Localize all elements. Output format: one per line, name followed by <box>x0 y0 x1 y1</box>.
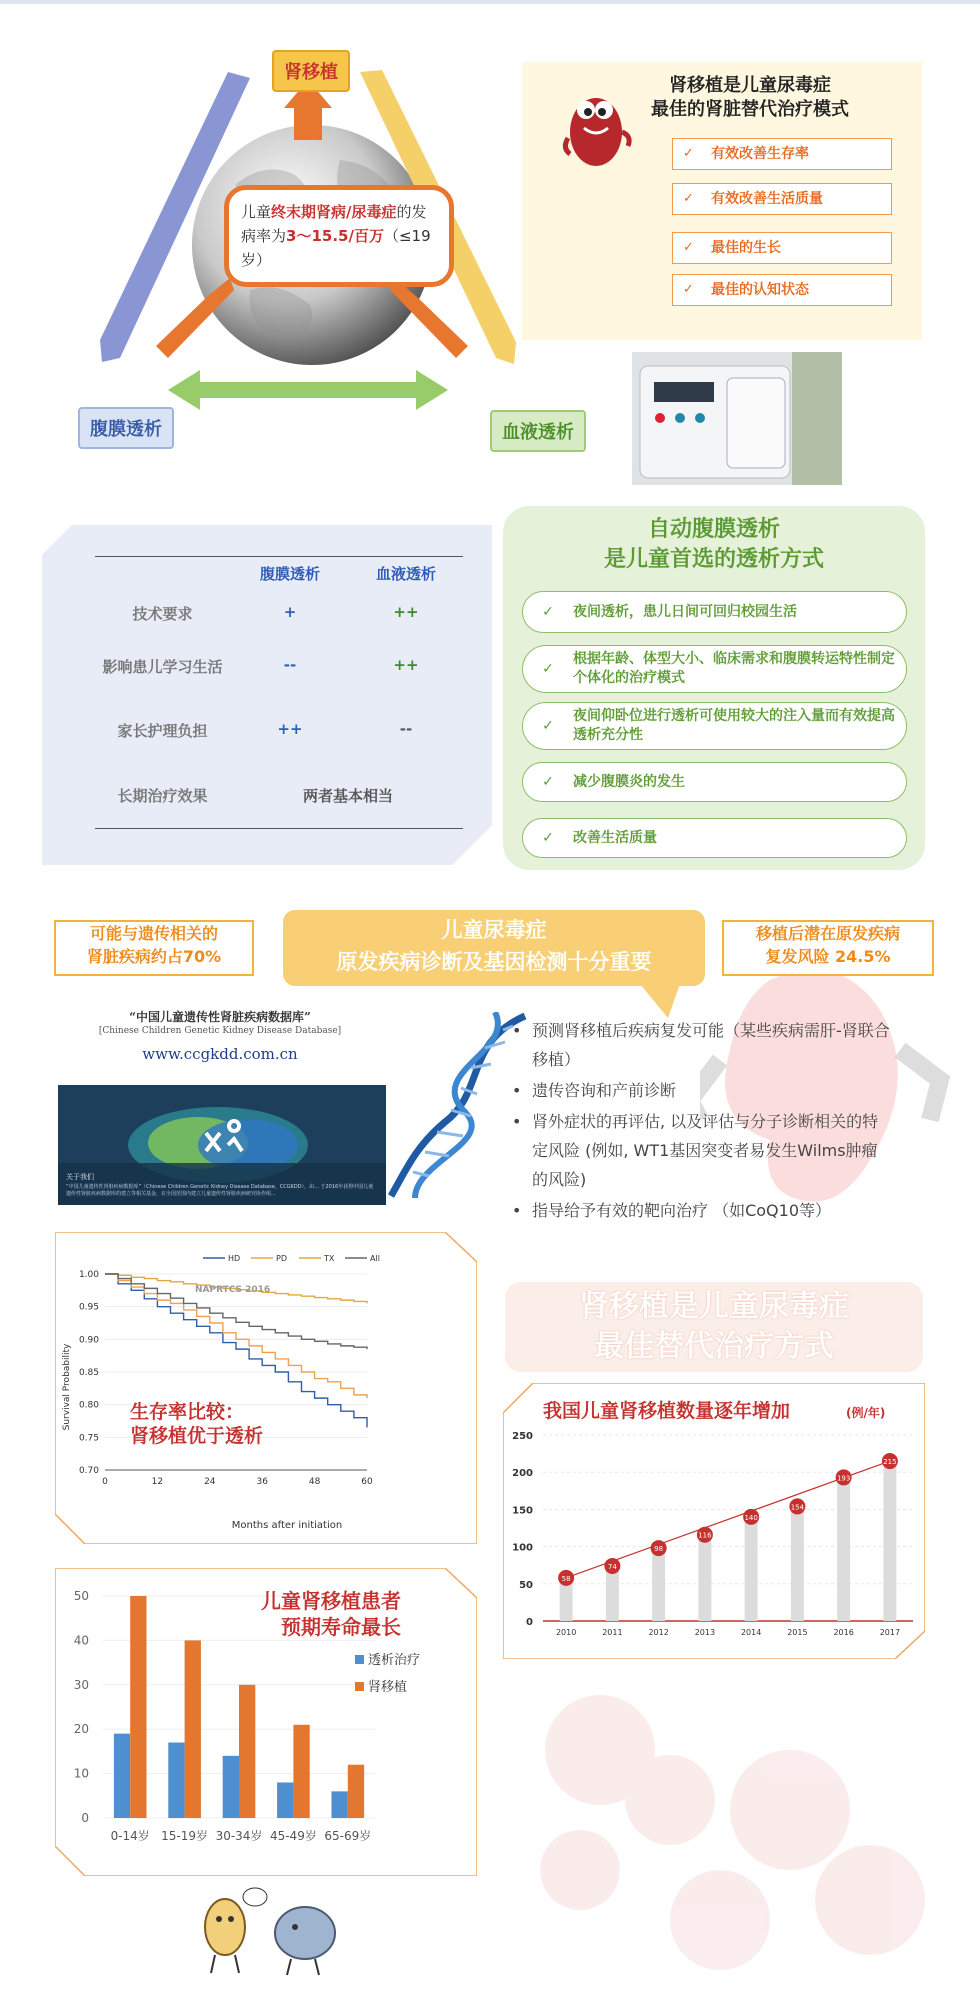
y-axis-label: Survival Probability <box>62 1343 72 1431</box>
callout-pointer <box>640 984 680 1018</box>
x-tick-label: 0-14岁 <box>110 1829 150 1843</box>
cell-pd: + <box>283 603 297 621</box>
transplant-count-chart <box>503 1383 925 1659</box>
apd-item <box>522 702 907 750</box>
cell-hd: ++ <box>393 656 419 674</box>
arrow-horizontal <box>168 370 448 410</box>
apd-item <box>522 762 907 802</box>
legend-transplant: 肾移植 <box>368 1680 408 1695</box>
genetic-right-line2: 复发风险 24.5% <box>765 947 891 966</box>
bullet-text: 遗传咨询和产前诊断 <box>532 1081 677 1100</box>
x-tick-label: 65-69岁 <box>324 1829 372 1843</box>
genetic-left-line2: 肾脏疾病约占70% <box>86 947 222 966</box>
incidence-box <box>224 185 454 287</box>
incidence-suffix: （≤19岁） <box>241 227 431 269</box>
bullet-dot: • <box>512 1201 522 1220</box>
bar <box>745 1517 758 1621</box>
x-tick-label: 30-34岁 <box>215 1829 263 1843</box>
bar-transplant <box>130 1596 146 1818</box>
chart-title-line2: 预期寿命最长 <box>281 1615 401 1639</box>
check-icon: ✓ <box>542 661 554 677</box>
apd-title <box>503 515 925 575</box>
y-tick-label: 150 <box>512 1505 533 1517</box>
col-header-hd: 血液透析 <box>375 565 436 583</box>
bar-dialysis <box>223 1756 239 1818</box>
bullet-text: 指导给予有效的靶向治疗 （如CoQ10等） <box>532 1201 832 1220</box>
genetic-center-line2: 原发疾病诊断及基因检测十分重要 <box>336 950 652 974</box>
genetic-testing-banner <box>283 910 705 986</box>
top-border <box>0 0 980 4</box>
data-label: 140 <box>744 1513 758 1522</box>
treatment-title-line2: 最佳的肾脏替代治疗模式 <box>651 99 849 120</box>
table-top-rule <box>95 556 463 557</box>
y-tick-label: 0.90 <box>78 1335 99 1346</box>
bar <box>791 1506 804 1621</box>
genetic-kidney-disease-box <box>54 920 254 976</box>
legend-tx: TX <box>324 1254 335 1263</box>
apd-item <box>522 591 907 633</box>
y-tick-label: 200 <box>512 1468 533 1480</box>
dialysis-machine-photo <box>632 352 842 485</box>
legend-swatch-transplant <box>355 1682 364 1691</box>
data-label: 58 <box>561 1574 571 1583</box>
x-tick-label: 2014 <box>740 1628 762 1637</box>
x-tick-label: 15-19岁 <box>161 1829 209 1843</box>
x-tick-label: 2015 <box>787 1628 808 1637</box>
kidney-transplant-tag: 肾移植 <box>272 50 350 92</box>
legend-hd: HD <box>228 1254 241 1263</box>
apd-item <box>522 645 907 693</box>
treatment-item <box>672 183 892 215</box>
apd-item <box>522 818 907 858</box>
background-decoration <box>520 1670 960 1990</box>
col-header-pd: 腹膜透析 <box>259 565 320 583</box>
bar-dialysis <box>168 1743 184 1818</box>
bar <box>698 1535 711 1621</box>
x-tick-label: 48 <box>308 1477 321 1487</box>
y-tick-label: 0.95 <box>78 1302 99 1313</box>
x-tick-label: 12 <box>151 1477 164 1487</box>
bar <box>837 1477 850 1621</box>
cell-hd: -- <box>399 720 413 738</box>
treatment-item-label: 有效改善生存率 <box>711 146 809 162</box>
y-tick-label: 0 <box>81 1811 89 1825</box>
bar-transplant <box>348 1765 364 1818</box>
y-tick-label: 0 <box>526 1617 533 1628</box>
x-tick-label: 36 <box>256 1477 268 1487</box>
x-tick-label: 2011 <box>602 1628 623 1637</box>
treatment-title-line1: 肾移植是儿童尿毒症 <box>669 75 831 96</box>
x-tick-label: 0 <box>102 1477 108 1487</box>
incidence-middle: 的发病率为 <box>241 203 427 245</box>
genetic-testing-bullets <box>510 1016 890 1227</box>
apd-item-text: 改善生活质量 <box>573 829 657 846</box>
check-icon: ✓ <box>542 604 554 620</box>
bar-transplant <box>239 1685 255 1818</box>
recurrence-risk-box <box>722 920 934 976</box>
x-tick-label: 2010 <box>555 1628 577 1637</box>
bullet-item <box>510 1196 890 1225</box>
check-icon: ✓ <box>683 240 694 255</box>
treatment-item-label: 有效改善生活质量 <box>711 191 823 207</box>
y-tick-label: 250 <box>512 1431 533 1442</box>
y-tick-label: 40 <box>73 1633 89 1648</box>
y-tick-label: 1.00 <box>78 1270 99 1280</box>
bar <box>652 1548 665 1621</box>
chart-title-line1: 儿童肾移植患者 <box>261 1589 401 1613</box>
chart-title: 我国儿童肾移植数量逐年增加 <box>543 1400 791 1422</box>
apd-item-text: 根据年龄、体型大小、临床需求和腹膜转运特性制定个体化的治疗模式 <box>573 651 895 686</box>
peritoneal-dialysis-tag: 腹膜透析 <box>78 407 174 449</box>
bar <box>883 1461 896 1621</box>
y-tick-label: 50 <box>519 1579 533 1591</box>
life-expectancy-chart <box>55 1568 477 1876</box>
data-label: 154 <box>790 1503 805 1512</box>
data-label: 193 <box>836 1474 851 1483</box>
row-label: 家长护理负担 <box>117 722 208 740</box>
y-tick-label: 100 <box>512 1542 533 1554</box>
best-line2: 最佳替代治疗方式 <box>594 1329 834 1364</box>
hemodialysis-tag: 血液透析 <box>490 410 586 452</box>
y-tick-label: 0.85 <box>78 1368 99 1378</box>
incidence-prefix: 儿童 <box>241 203 272 221</box>
bar-dialysis <box>277 1782 293 1818</box>
check-icon: ✓ <box>683 146 694 161</box>
bar <box>606 1566 619 1621</box>
apd-item-text: 减少腹膜炎的发生 <box>573 773 685 790</box>
y-tick-label: 50 <box>73 1589 89 1603</box>
row-label: 长期治疗效果 <box>117 787 208 805</box>
data-label: 215 <box>883 1458 897 1467</box>
x-tick-label: 60 <box>361 1477 373 1487</box>
bullet-dot: • <box>512 1081 522 1100</box>
bullet-item <box>510 1107 890 1194</box>
bullet-text: 预测肾移植后疾病复发可能（某些疾病需肝-肾联合移植） <box>532 1021 890 1069</box>
bullet-text: 肾外症状的再评估, 以及评估与分子诊断相关的特定风险 (例如, WT1基因突变者易发生Wilms肿瘤的风险) <box>532 1112 879 1189</box>
table-bottom-rule <box>95 828 463 829</box>
genetic-left-line1: 可能与遗传相关的 <box>89 924 218 943</box>
best-therapy-banner <box>505 1282 923 1372</box>
best-line1: 肾移植是儿童尿毒症 <box>579 1289 849 1324</box>
check-icon: ✓ <box>683 191 694 206</box>
data-label: 74 <box>607 1562 617 1571</box>
x-tick-label: 2017 <box>879 1628 901 1637</box>
x-tick-label: 2016 <box>833 1628 854 1637</box>
treatment-item <box>672 274 892 306</box>
apd-item-text: 夜间仰卧位进行透析可使用较大的注入量而有效提高透析充分性 <box>573 708 895 743</box>
check-icon: ✓ <box>542 830 554 846</box>
check-icon: ✓ <box>542 718 554 734</box>
x-tick-label: 24 <box>204 1477 216 1487</box>
data-label: 116 <box>698 1531 712 1540</box>
bar-transplant <box>293 1725 309 1818</box>
bar-transplant <box>185 1640 201 1818</box>
treatment-item-label: 最佳的生长 <box>711 240 781 256</box>
bullet-item <box>510 1076 890 1105</box>
incidence-rate: 3～15.5/百万 <box>286 227 384 245</box>
x-tick-label: 2012 <box>648 1628 669 1637</box>
incidence-highlight: 终末期肾病/尿毒症 <box>271 203 397 221</box>
legend-all: All <box>370 1254 380 1263</box>
treatment-item <box>672 138 892 170</box>
cell-hd: ++ <box>393 603 419 621</box>
check-icon: ✓ <box>542 774 554 790</box>
check-icon: ✓ <box>683 282 694 297</box>
database-description: “中国儿童遗传性肾脏疾病数据库”（Chinese Children Genetic Kidney Disease Database，CCGKDD），由... 于2016年获得中国儿童遗传性肾脏疾病数据库的建立等相关基金，在全国范围内建立儿童遗传性肾脏疾病研究协作组... <box>66 1184 374 1197</box>
x-tick-label: 45-49岁 <box>269 1829 317 1843</box>
treatment-item-label: 最佳的认知状态 <box>711 282 809 298</box>
database-english-name: [Chinese Children Genetic Kidney Disease Database] <box>98 1026 342 1036</box>
legend-swatch-dialysis <box>355 1655 364 1664</box>
mascots-illustration <box>185 1875 350 1980</box>
data-label: 98 <box>654 1545 664 1554</box>
legend-pd: PD <box>276 1254 287 1263</box>
row-label: 影响患儿学习生活 <box>102 658 223 676</box>
y-tick-label: 10 <box>73 1766 89 1781</box>
genetic-center-line1: 儿童尿毒症 <box>441 918 547 942</box>
y-tick-label: 0.75 <box>78 1433 99 1444</box>
chart-unit: (例/年) <box>846 1406 886 1420</box>
database-about: 关于我们 <box>66 1173 94 1181</box>
y-tick-label: 0.80 <box>78 1400 99 1411</box>
bullet-dot: • <box>512 1021 522 1040</box>
database-url[interactable]: www.ccgkdd.com.cn <box>142 1045 298 1063</box>
cell-pd: ++ <box>277 720 303 738</box>
x-tick-label: 2013 <box>694 1628 716 1637</box>
cell-pd: -- <box>283 656 297 674</box>
bullet-item <box>510 1016 890 1074</box>
y-tick-label: 30 <box>73 1677 89 1692</box>
legend-dialysis: 透析治疗 <box>368 1653 421 1668</box>
bullet-dot: • <box>512 1112 522 1131</box>
row-label: 技术要求 <box>132 605 193 623</box>
y-tick-label: 20 <box>73 1722 89 1737</box>
treatment-title <box>590 74 910 122</box>
chart-overlay-line1: 生存率比较： <box>130 1401 245 1423</box>
apd-item-text: 夜间透析，患儿日间可回归校园生活 <box>573 603 797 620</box>
apd-title-line1: 自动腹膜透析 <box>647 517 780 542</box>
chart-overlay-line2: 肾移植优于透析 <box>130 1425 264 1447</box>
bar-dialysis <box>331 1791 347 1818</box>
treatment-item <box>672 232 892 264</box>
survival-chart <box>55 1232 477 1544</box>
apd-title-line2: 是儿童首选的透析方式 <box>603 547 824 572</box>
y-tick-label: 0.70 <box>78 1466 99 1476</box>
database-title: “中国儿童遗传性肾脏疾病数据库” <box>129 1010 311 1024</box>
cell-merged: 两者基本相当 <box>302 787 393 805</box>
genetic-right-line1: 移植后潜在原发疾病 <box>755 924 900 943</box>
x-axis-label: Months after initiation <box>231 1520 343 1531</box>
chart-annotation: NAPRTCS 2016 <box>195 1285 271 1295</box>
bar-dialysis <box>114 1734 130 1818</box>
